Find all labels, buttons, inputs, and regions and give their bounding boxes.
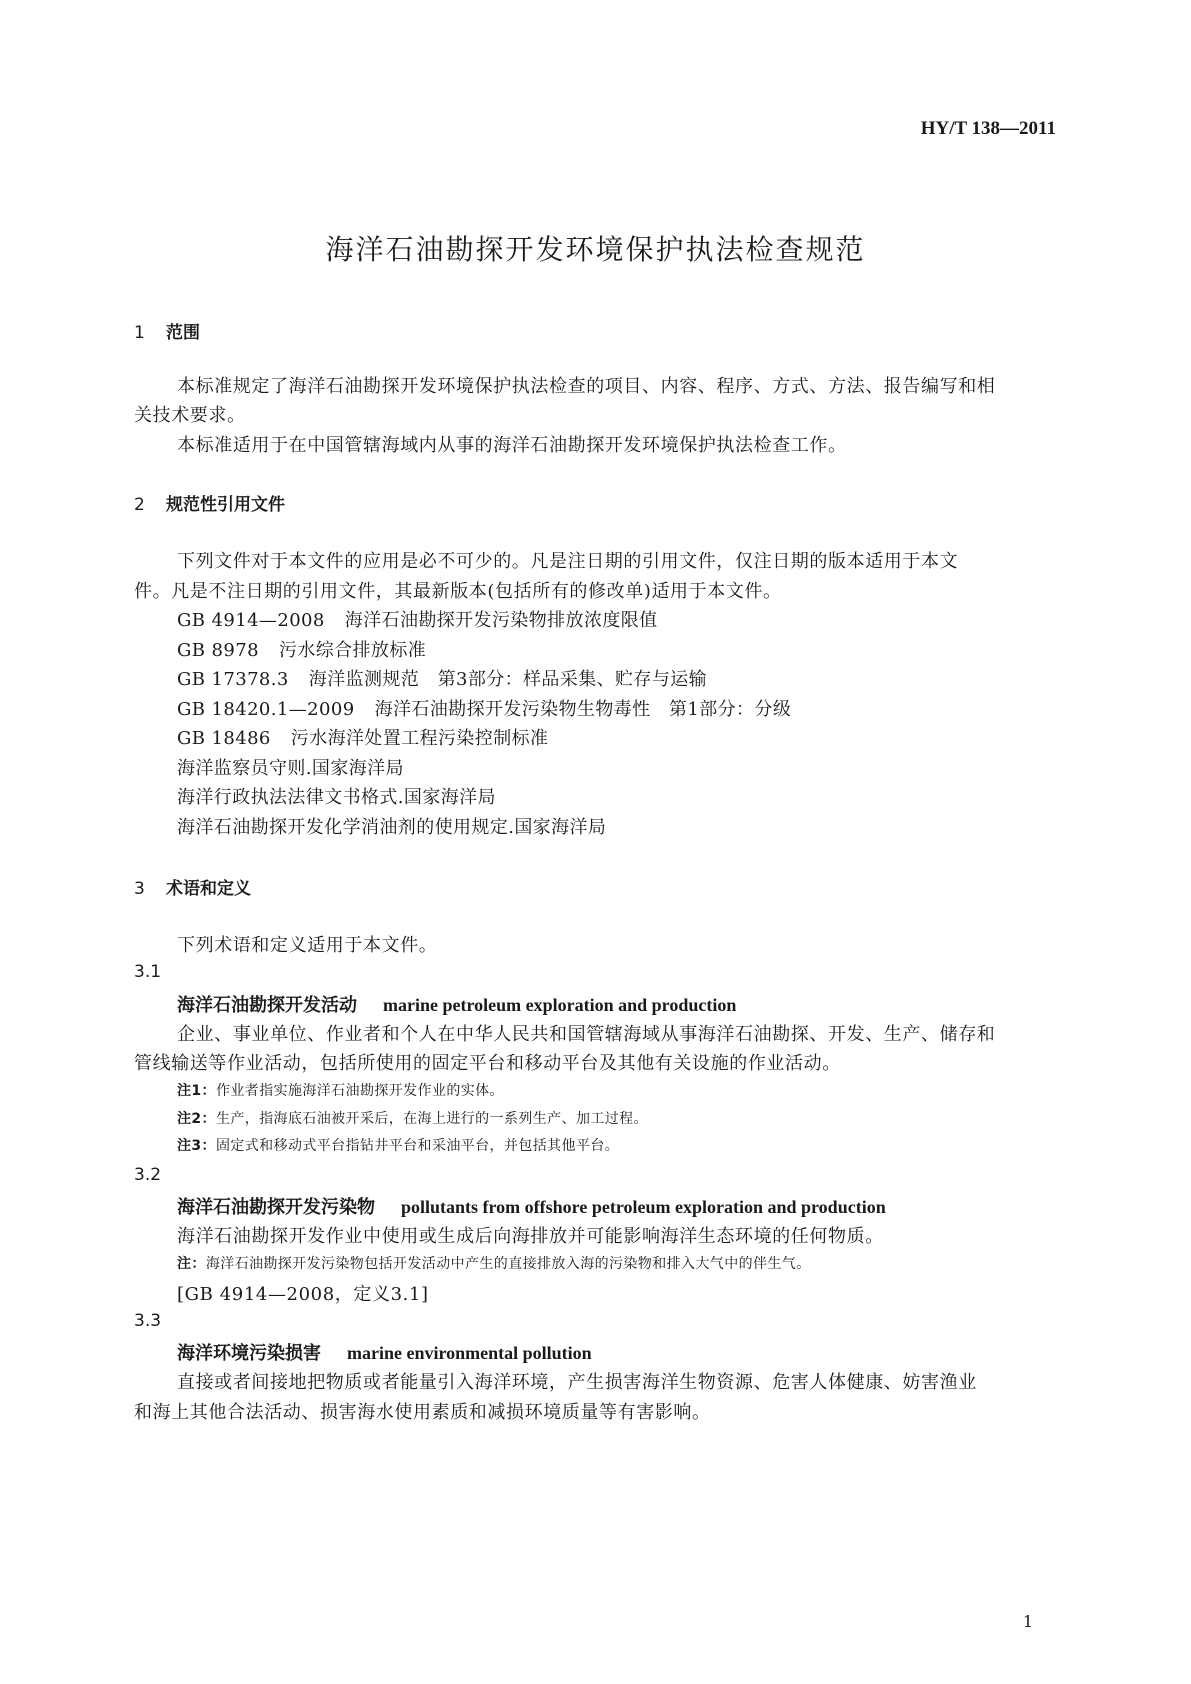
section-1-paragraph-2: 本标准适用于在中国管辖海域内从事的海洋石油勘探开发环境保护执法检查工作。: [177, 435, 847, 456]
normative-reference: GB 8978 污水综合排放标准: [177, 640, 427, 661]
page-number: 1: [1022, 1612, 1033, 1631]
normative-reference: GB 17378.3 海洋监测规范 第3部分：样品采集、贮存与运输: [177, 669, 708, 690]
term-number: 3.2: [134, 1165, 162, 1185]
term-note: 注：海洋石油勘探开发污染物包括开发活动中产生的直接排放入海的污染物和排入大气中的伴生气。: [177, 1256, 811, 1272]
section-2-heading: 2 规范性引用文件: [134, 495, 285, 515]
section-3-intro: 下列术语和定义适用于本文件。: [177, 935, 438, 956]
section-2-paragraph: 下列文件对于本文件的应用是必不可少的。凡是注日期的引用文件，仅注日期的版本适用于本文: [177, 551, 959, 572]
section-2-paragraph-cont: 件。凡是不注日期的引用文件，其最新版本(包括所有的修改单)适用于本文件。: [134, 581, 782, 602]
normative-reference: GB 18486 污水海洋处置工程污染控制标准: [177, 728, 549, 749]
section-3-heading: 3 术语和定义: [134, 879, 251, 899]
section-1-paragraph-1: 本标准规定了海洋石油勘探开发环境保护执法检查的项目、内容、程序、方式、方法、报告编写和相: [177, 376, 996, 397]
term-definition-cont: 管线输送等作业活动，包括所使用的固定平台和移动平台及其他有关设施的作业活动。: [134, 1053, 841, 1074]
section-1-heading: 1 范围: [134, 323, 200, 343]
term-definition: 企业、事业单位、作业者和个人在中华人民共和国管辖海域从事海洋石油勘探、开发、生产、储存和: [177, 1024, 996, 1045]
term-note: 注1：作业者指实施海洋石油勘探开发作业的实体。: [177, 1083, 504, 1099]
reference-document: 海洋监察员守则.国家海洋局: [177, 758, 404, 779]
document-title: 海洋石油勘探开发环境保护执法检查规范: [325, 233, 866, 266]
normative-reference: GB 4914—2008 海洋石油勘探开发污染物排放浓度限值: [177, 610, 658, 631]
normative-reference: GB 18420.1—2009 海洋石油勘探开发污染物生物毒性 第1部分：分级: [177, 699, 792, 720]
term-note: 注3：固定式和移动式平台指钻井平台和采油平台，并包括其他平台。: [177, 1138, 620, 1154]
term-heading: 海洋石油勘探开发活动 marine petroleum exploration and production: [177, 995, 737, 1016]
standard-code: HY/T 138—2011: [920, 118, 1056, 139]
term-definition: 直接或者间接地把物质或者能量引入海洋环境，产生损害海洋生物资源、危害人体健康、妨害渔业: [177, 1372, 977, 1393]
term-definition-cont: 和海上其他合法活动、损害海水使用素质和减损环境质量等有害影响。: [134, 1402, 711, 1423]
term-source: [GB 4914—2008，定义3.1]: [177, 1284, 429, 1305]
term-heading: 海洋环境污染损害 marine environmental pollution: [177, 1343, 592, 1364]
term-number: 3.1: [134, 962, 162, 982]
term-heading: 海洋石油勘探开发污染物 pollutants from offshore petroleum exploration and production: [177, 1197, 886, 1218]
section-1-paragraph-1-cont: 关技术要求。: [134, 405, 246, 426]
term-number: 3.3: [134, 1311, 162, 1331]
reference-document: 海洋行政执法法律文书格式.国家海洋局: [177, 787, 496, 808]
term-note: 注2：生产，指海底石油被开采后，在海上进行的一系列生产、加工过程。: [177, 1111, 648, 1127]
term-definition: 海洋石油勘探开发作业中使用或生成后向海排放并可能影响海洋生态环境的任何物质。: [177, 1226, 884, 1247]
reference-document: 海洋石油勘探开发化学消油剂的使用规定.国家海洋局: [177, 817, 607, 838]
